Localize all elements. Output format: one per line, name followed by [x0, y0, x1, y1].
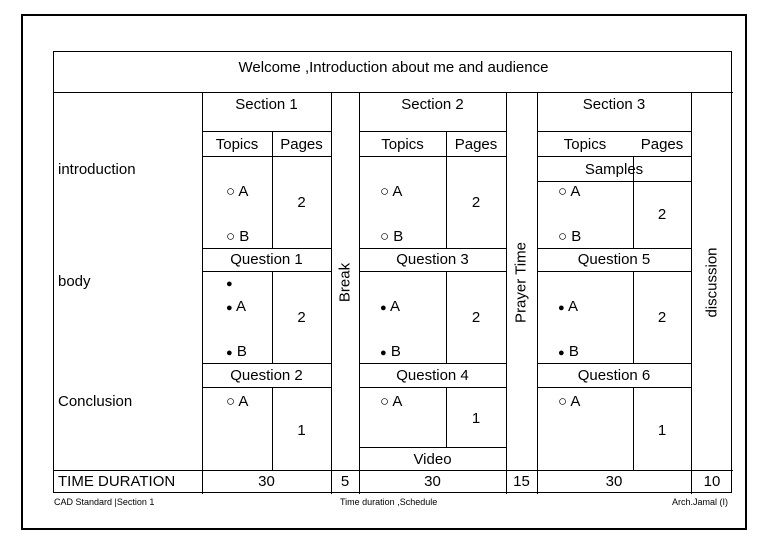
s3-intro-pages: 2	[657, 206, 667, 223]
list-item: ○ A	[558, 393, 581, 410]
samples-label: Samples	[584, 161, 644, 178]
list-item: ● B	[380, 343, 401, 360]
s1-body-pages: 2	[297, 309, 306, 326]
s1-conclusion-pages: 1	[297, 422, 306, 439]
question-2: Question 2	[230, 367, 303, 384]
s2-conclusion-pages: 1	[471, 410, 481, 427]
list-item: ○ A	[380, 183, 403, 200]
list-item: ● B	[558, 343, 579, 360]
duration-section-3: 30	[605, 473, 623, 490]
s3-topics-header: Topics	[563, 136, 607, 153]
s2-topics-header: Topics	[381, 136, 424, 153]
list-item: ○ A	[226, 183, 249, 200]
footer-left: CAD Standard |Section 1	[54, 497, 155, 507]
duration-break: 5	[340, 473, 350, 490]
footer-center: Time duration ,Schedule	[340, 497, 438, 507]
list-item: ○ B	[558, 228, 582, 245]
table-title: Welcome ,Introduction about me and audience	[238, 59, 549, 76]
discussion-label: discussion	[703, 247, 721, 318]
break-label: Break	[336, 262, 354, 303]
s3-conclusion-pages: 1	[657, 422, 667, 439]
question-6: Question 6	[577, 367, 651, 384]
list-item: ● A	[558, 298, 579, 315]
list-item: ○ B	[226, 228, 250, 245]
s2-pages-header: Pages	[454, 136, 498, 153]
s2-body-pages: 2	[471, 309, 481, 326]
prayer-time-label: Prayer Time	[512, 242, 530, 323]
row-label-conclusion: Conclusion	[58, 393, 133, 410]
list-item: ○ A	[558, 183, 581, 200]
question-1: Question 1	[230, 251, 303, 268]
list-item: ● A	[226, 298, 247, 315]
s2-intro-pages: 2	[471, 194, 481, 211]
duration-discussion: 10	[703, 473, 721, 490]
s1-topics-header: Topics	[215, 136, 259, 153]
list-item: ● B	[226, 343, 247, 360]
row-label-introduction: introduction	[58, 161, 136, 178]
schedule-table	[53, 51, 732, 493]
question-5: Question 5	[577, 251, 651, 268]
section-1-header: Section 1	[235, 96, 298, 113]
question-4: Question 4	[396, 367, 469, 384]
list-item: ○ A	[226, 393, 249, 410]
duration-prayer: 15	[513, 473, 530, 490]
list-item: ● A	[380, 298, 401, 315]
duration-section-2: 30	[424, 473, 441, 490]
section-2-header: Section 2	[401, 96, 464, 113]
list-item: ○ B	[380, 228, 404, 245]
row-label-body: body	[58, 273, 91, 290]
list-item: ●	[226, 278, 233, 290]
section-3-header: Section 3	[582, 96, 646, 113]
footer-right: Arch.Jamal (I)	[672, 497, 729, 507]
row-label-time-duration: TIME DURATION	[58, 473, 176, 490]
video-label: Video	[413, 451, 452, 468]
duration-section-1: 30	[258, 473, 275, 490]
list-item: ○ A	[380, 393, 403, 410]
s1-pages-header: Pages	[280, 136, 323, 153]
s3-pages-header: Pages	[640, 136, 684, 153]
s1-intro-pages: 2	[297, 194, 306, 211]
s3-body-pages: 2	[657, 309, 667, 326]
question-3: Question 3	[396, 251, 469, 268]
